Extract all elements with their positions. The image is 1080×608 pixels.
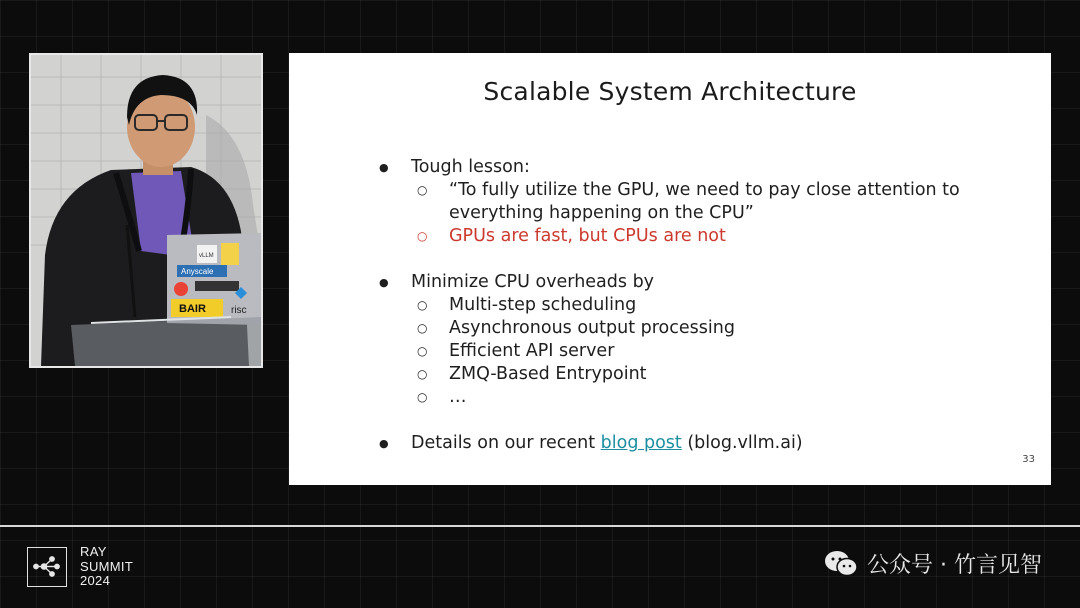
blog-post-link[interactable]: blog post [600,433,682,453]
ray-summit-logo-icon [27,547,67,587]
quote-line-2: everything happening on the CPU” [449,203,754,223]
quote-line-1: “To fully utilize the GPU, we need to pay close attention to [449,180,960,200]
bullet-minimize-cpu: ● Minimize CPU overheads by [379,271,960,294]
slide-title: Scalable System Architecture [483,77,857,106]
wechat-watermark [823,548,1042,579]
sub-bullet-item: ○ Efficient API server [379,340,960,363]
sub-bullet-gpu-cpu: ○ GPUs are fast, but CPUs are not [379,225,960,248]
presentation-slide [289,53,1051,485]
brand-line-3: 2024 [80,573,111,588]
bottom-divider [0,525,1080,527]
sub-bullet-item: ○ … [379,386,960,409]
details-prefix: Details on our recent [411,433,601,453]
bullet-tough-lesson: ● Tough lesson: [379,156,960,179]
sticker-anyscale: Anyscale [181,267,214,276]
slide-bullets [379,156,960,455]
wechat-icon [823,549,859,579]
speaker-video [29,53,263,368]
brand-line-1: RAY [80,544,107,559]
slide-page-number: 33 [1022,454,1035,465]
sticker-risc: risc [231,305,247,316]
sub-bullet-item: ○ Asynchronous output processing [379,317,960,340]
watermark-text: 公众号 · 竹言见智 [867,553,1042,578]
bullet-details [379,432,960,455]
brand-line-2: SUMMIT [80,558,134,574]
sticker-bair: BAIR [179,303,206,315]
speaker-video-image [31,55,261,366]
sub-bullet-item: ○ ZMQ-Based Entrypoint [379,363,960,386]
details-suffix: (blog.vllm.ai) [681,433,803,453]
sub-bullet-item: ○ Multi-step scheduling [379,294,960,317]
sticker-vllm: vLLM [199,253,214,259]
ray-summit-wordmark [80,545,133,589]
sub-bullet-quote [379,179,960,225]
